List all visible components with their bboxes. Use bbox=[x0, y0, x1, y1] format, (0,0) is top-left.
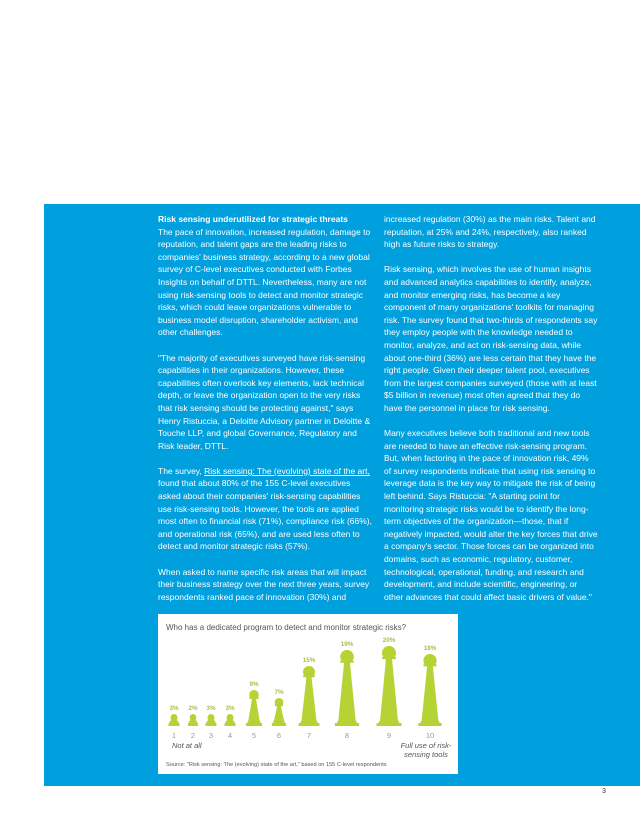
chess-piece-bar bbox=[169, 714, 180, 726]
chess-piece-bar bbox=[418, 654, 441, 726]
article-paragraph: Risk sensing, which involves the use of human insights and advanced analytics capabilities to identify, analyze, and monitor emerging risks, has become a key component of many organizations' toolkits for managing risk. The survey found that two-thirds of respondents say they employ people with the knowledge needed to monitor, analyze, and act on risk-sensing data, while about one-third (36%) are less certain that they have the right people. Given their deeper talent pool, executives from the largest companies surveyed (those with at least $5 billion in revenue) most often agreed that they do have the personnel in place for risk sensing. bbox=[384, 264, 598, 413]
article-paragraph: When asked to name specific risk areas that will impact their business strategy over the next three years, survey respondents ranked pace of innovation (30%) and bbox=[158, 566, 370, 602]
value-label: 3% bbox=[169, 705, 179, 712]
chess-piece-chart bbox=[158, 614, 458, 774]
chess-piece-bar bbox=[206, 714, 217, 726]
survey-rest-text: found that about 80% of the 155 C-level executives asked about their companies' risk-sensing capabilities use risk-sensing tools. However, the tools are applied most often to financial risk (71%), compliance risk (66%), and operational risk (65%), and are used less often to detect and monitor strategic risks (57%). bbox=[158, 478, 372, 552]
value-label: 7% bbox=[274, 689, 284, 696]
x-tick-label: 10 bbox=[425, 731, 435, 740]
x-high-label-line2: sensing tools bbox=[404, 750, 448, 759]
article-paragraph: Many executives believe both traditional and new tools are needed to have an effective risk-sensing program. But, when factoring in the pace of innovation risk, 49% of survey respondents indicate that using risk sensing to leverage data is the key way to mitigate the risk of being left behind. Says Ristuccia: "A starting point for monitoring strategic risks would be to identify the long-term objectives of the organization—those, that if negatively impacted, would alter the key forces that drive a company's sector. Those forces can be organized into domains, such as economic, regulatory, customer, technological, operational, funding, and research and development, and include scientific, engineering, or other advances that could affect basic drivers of value." bbox=[384, 428, 598, 602]
x-tick-label: 4 bbox=[227, 731, 233, 740]
value-label: 18% bbox=[423, 645, 437, 652]
chart-source: Source: "Risk sensing: The (evolving) state of the art," based on 155 C-level respondents bbox=[166, 762, 387, 768]
x-tick-label: 7 bbox=[306, 731, 312, 740]
chess-piece-bar bbox=[225, 714, 236, 726]
survey-intro-text: The survey, bbox=[158, 465, 202, 476]
x-tick-label: 6 bbox=[276, 731, 282, 740]
x-high-label-line1: Full use of risk- bbox=[400, 741, 452, 750]
chess-piece-bar bbox=[272, 698, 286, 726]
section-heading: Risk sensing underutilized for strategic threats bbox=[158, 214, 348, 224]
x-tick-label: 9 bbox=[386, 731, 392, 740]
chess-piece-bar bbox=[246, 690, 262, 726]
article-paragraph: "The majority of executives surveyed have risk-sensing capabilities in their organizations. However, these capabilities often overlook key elements, lack technical depth, or leave the organization open to the very risks that risk sensing should be protecting against," says Henry Ristuccia, a Deloitte Advisory partner in Deloitte & Touche LLP, and global Governance, Regulatory and Risk leader, DTTL. bbox=[158, 352, 371, 451]
x-tick-label: 5 bbox=[251, 731, 257, 740]
value-label: 20% bbox=[382, 637, 396, 644]
article-right-column bbox=[384, 213, 598, 616]
x-tick-label: 8 bbox=[344, 731, 350, 740]
chess-piece-bar bbox=[188, 714, 198, 726]
x-tick-label: 2 bbox=[190, 731, 196, 740]
value-label: 3% bbox=[206, 705, 216, 712]
chart-plot bbox=[158, 614, 458, 774]
x-tick-label: 3 bbox=[208, 731, 214, 740]
value-label: 15% bbox=[302, 657, 316, 664]
x-low-label: Not at all bbox=[172, 741, 202, 750]
x-tick-label: 1 bbox=[171, 731, 177, 740]
article-paragraph bbox=[158, 465, 374, 553]
chess-piece-bar bbox=[299, 666, 320, 726]
value-label: 2% bbox=[188, 705, 198, 712]
article-left-column bbox=[158, 213, 374, 616]
value-label: 9% bbox=[249, 681, 259, 688]
article-paragraph: The pace of innovation, increased regulation, damage to reputation, and talent gaps are the leading risks to companies' business strategy, according to a new global survey of C-level executives conducted with Forbes Insights on behalf of DTTL. Nevertheless, many are not using risk-sensing tools to detect and monitor strategic risks, which could leave organizations vulnerable to business model disruption, shareholder activism, and other challenges. bbox=[158, 226, 371, 338]
chess-piece-bar bbox=[335, 650, 359, 726]
chart-title: Who has a dedicated program to detect and monitor strategic risks? bbox=[166, 623, 407, 632]
value-label: 3% bbox=[225, 705, 235, 712]
article-paragraph: increased regulation (30%) as the main risks. Talent and reputation, at 25% and 24%, respectively, also ranked high as future risks to strategy. bbox=[384, 214, 596, 250]
page-number: 3 bbox=[602, 788, 606, 795]
value-label: 19% bbox=[340, 641, 354, 648]
survey-report-link[interactable]: Risk sensing: The (evolving) state of the art, bbox=[204, 465, 370, 476]
chess-piece-bar bbox=[377, 646, 402, 726]
